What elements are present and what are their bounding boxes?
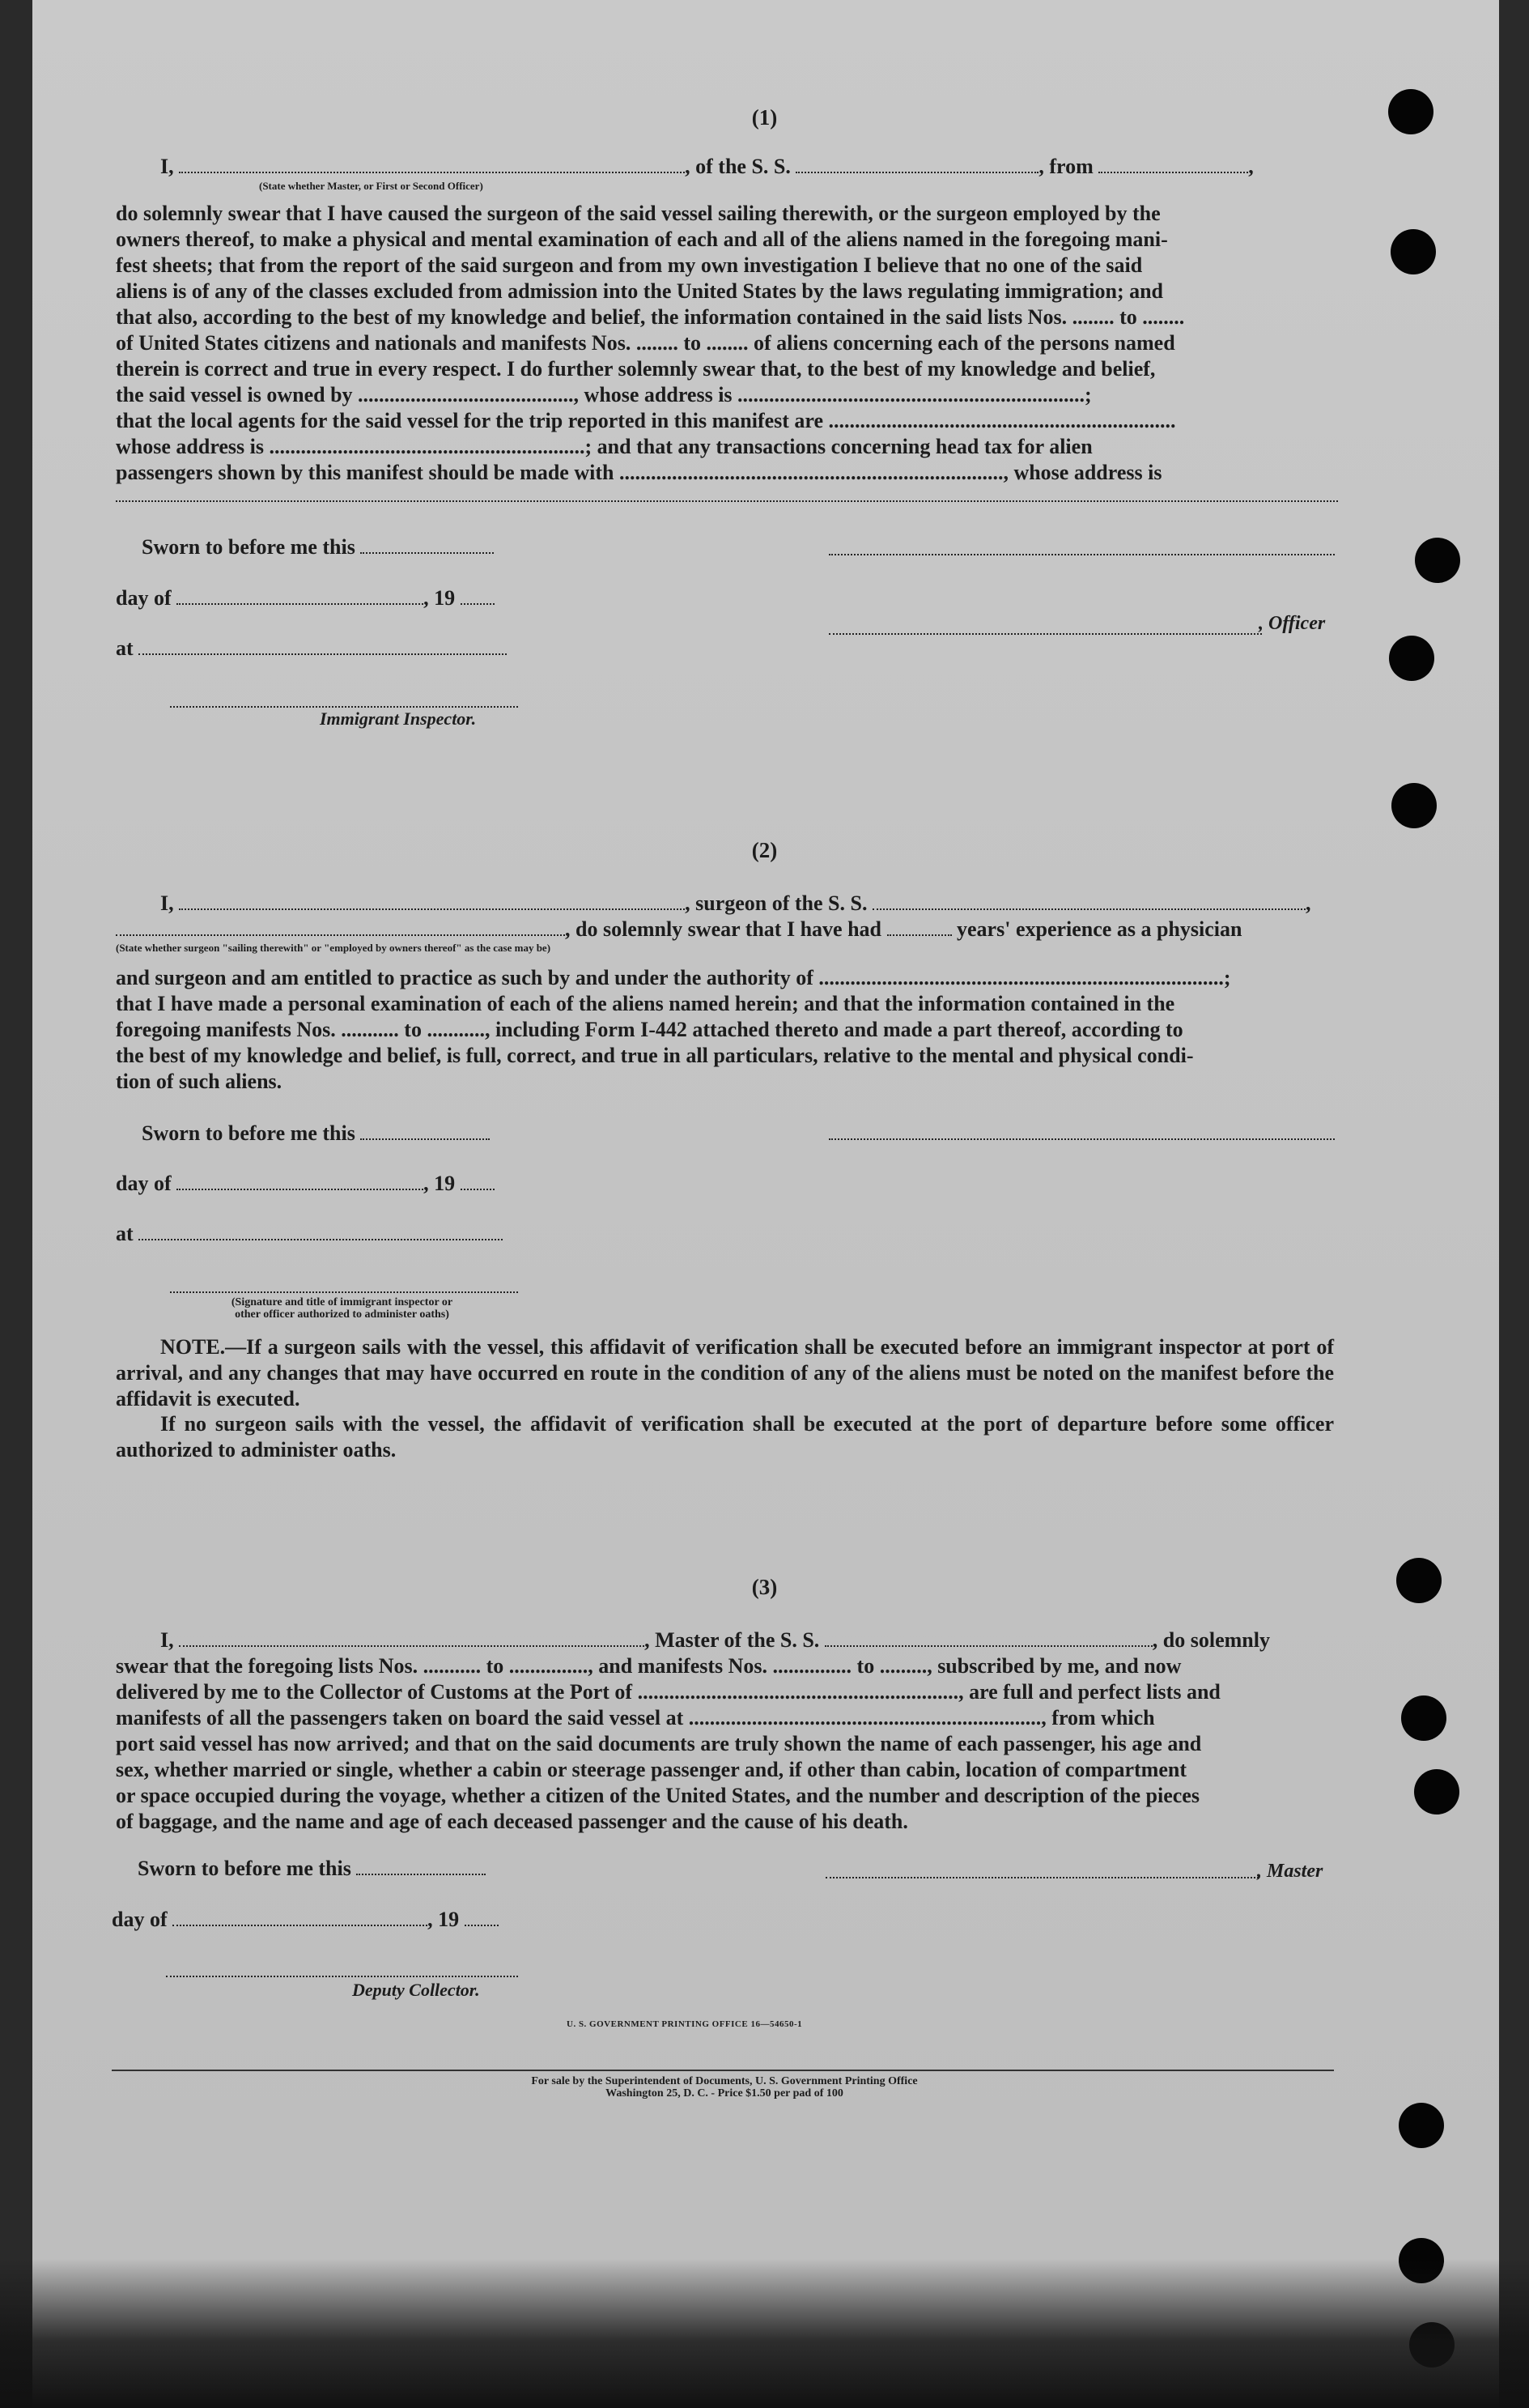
deputy-signature-line[interactable] bbox=[166, 1976, 518, 1977]
at-label: at bbox=[116, 636, 134, 660]
master-label: , Master bbox=[1257, 1861, 1323, 1882]
sale-line: For sale by the Superintendent of Documents, U. S. Government Printing Office bbox=[531, 2075, 918, 2087]
at-label: at bbox=[116, 1222, 134, 1245]
inspector-signature-line[interactable] bbox=[170, 706, 518, 708]
body-line: of baggage, and the name and age of each deceased passenger and the cause of his death. bbox=[116, 1810, 908, 1833]
body-line: therein is correct and true in every respect. I do further solemnly swear that, to the best of my knowledge and belief, bbox=[116, 357, 1156, 381]
inspector-signature-line[interactable] bbox=[170, 1291, 518, 1293]
binder-hole bbox=[1391, 783, 1437, 828]
binder-hole bbox=[1415, 538, 1460, 583]
year-field[interactable] bbox=[465, 1907, 499, 1926]
pronoun-i: I, bbox=[160, 1628, 174, 1652]
section-3-number: (3) bbox=[751, 1575, 778, 1599]
surgeon-type-field[interactable] bbox=[116, 917, 565, 936]
surgeon-signature-line[interactable] bbox=[829, 1138, 1335, 1140]
surgeon-type-caption: (State whether surgeon "sailing therewith" or "employed by owners thereof" as the case may be) bbox=[116, 942, 551, 954]
signature-caption bbox=[162, 1296, 522, 1321]
master-signature-line[interactable] bbox=[826, 1877, 1259, 1878]
section-2-number: (2) bbox=[751, 838, 778, 862]
day-of-line bbox=[112, 1907, 499, 1933]
sworn-line bbox=[142, 1121, 490, 1147]
vessel-name-field[interactable] bbox=[825, 1627, 1153, 1647]
month-field[interactable] bbox=[176, 1171, 423, 1190]
section-1-body bbox=[116, 201, 1334, 486]
swear-label: , do solemnly swear that I have had bbox=[565, 917, 882, 941]
sale-line: Washington 25, D. C. - Price $1.50 per pad of 100 bbox=[605, 2087, 843, 2100]
master-name-field[interactable] bbox=[179, 1627, 644, 1647]
sale-notice bbox=[429, 2075, 1020, 2100]
body-line: swear that the foregoing lists Nos. ........... to ..............., and manifests Nos. ............... to ........., subscribed by me, and now bbox=[116, 1654, 1182, 1678]
body-line: that also, according to the best of my knowledge and belief, the information contained in the said lists Nos. ........ to ........ bbox=[116, 305, 1185, 329]
binder-hole bbox=[1399, 2103, 1444, 2148]
sworn-label: Sworn to before me this bbox=[138, 1857, 351, 1880]
body-line: do solemnly swear that I have caused the surgeon of the said vessel sailing therewith, or the surgeon employed by the bbox=[116, 202, 1161, 225]
body-line: that the local agents for the said vessel for the trip reported in this manifest are .................................................................. bbox=[116, 409, 1176, 432]
binder-hole bbox=[1391, 229, 1436, 274]
month-field[interactable] bbox=[172, 1907, 427, 1926]
binder-hole bbox=[1414, 1769, 1459, 1815]
body-line: sex, whether married or single, whether a cabin or steerage passenger and, if other than cabin, location of compartment bbox=[116, 1758, 1187, 1781]
do-solemnly-label: , do solemnly bbox=[1152, 1628, 1270, 1652]
sworn-label: Sworn to before me this bbox=[142, 1121, 355, 1145]
body-line: port said vessel has now arrived; and that on the said documents are truly shown the name of each passenger, his age and bbox=[116, 1732, 1202, 1755]
officer-title-field[interactable] bbox=[179, 154, 685, 173]
comma: , bbox=[1248, 155, 1254, 178]
day-of-label: day of bbox=[116, 1172, 172, 1195]
of-the-ss-label: , of the S. S. bbox=[685, 155, 791, 178]
body-line: foregoing manifests Nos. ........... to ..........., including Form I-442 attached thereto and made a part thereof, according to bbox=[116, 1018, 1183, 1041]
from-label: , from bbox=[1038, 155, 1094, 178]
year-label: , 19 bbox=[427, 1908, 460, 1931]
day-of-label: day of bbox=[112, 1908, 168, 1931]
caption-line: other officer authorized to administer oaths) bbox=[235, 1308, 449, 1321]
sworn-line bbox=[142, 534, 494, 560]
day-of-line bbox=[116, 585, 495, 611]
printing-office-imprint: U. S. GOVERNMENT PRINTING OFFICE 16—54650-1 bbox=[567, 2019, 803, 2029]
at-line bbox=[116, 1221, 503, 1247]
pronoun-i: I, bbox=[160, 891, 174, 915]
officer-name-line[interactable] bbox=[829, 633, 1262, 635]
section-1-number: (1) bbox=[751, 105, 778, 130]
body-line: owners thereof, to make a physical and mental examination of each and all of the aliens named in the foregoing mani- bbox=[116, 228, 1168, 251]
master-of-label: , Master of the S. S. bbox=[644, 1628, 820, 1652]
section-3-first-line bbox=[160, 1627, 1270, 1653]
surgeon-name-field[interactable] bbox=[179, 891, 685, 910]
at-place-field[interactable] bbox=[138, 1221, 503, 1240]
body-line: fest sheets; that from the report of the said surgeon and from my own investigation I believe that no one of the said bbox=[116, 253, 1143, 277]
body-line: the said vessel is owned by ........................................., whose address is ..................................................................; bbox=[116, 383, 1092, 406]
sworn-label: Sworn to before me this bbox=[142, 535, 355, 559]
year-field[interactable] bbox=[461, 585, 495, 605]
body-line: manifests of all the passengers taken on board the said vessel at ..................................................................., from which bbox=[116, 1706, 1155, 1729]
body-line: aliens is of any of the classes excluded from admission into the United States by the laws regulating immigration; and bbox=[116, 279, 1164, 303]
surgeon-of-label: , surgeon of the S. S. bbox=[685, 891, 868, 915]
body-line: or space occupied during the voyage, whether a citizen of the United States, and the number and description of the pieces bbox=[116, 1784, 1200, 1807]
deputy-collector-label: Deputy Collector. bbox=[352, 1980, 480, 2000]
officer-signature-line[interactable] bbox=[829, 554, 1335, 555]
years-experience-field[interactable] bbox=[887, 917, 952, 936]
scan-shadow bbox=[0, 2259, 1529, 2408]
sworn-line bbox=[138, 1856, 486, 1882]
body-line: whose address is ............................................................; and that any transactions concerning head tax for alien bbox=[116, 435, 1093, 458]
body-line: passengers shown by this manifest should be made with ........................................................................., whose address is bbox=[116, 461, 1162, 484]
year-label: , 19 bbox=[423, 1172, 456, 1195]
address-field[interactable] bbox=[116, 500, 1338, 502]
departure-port-field[interactable] bbox=[1098, 154, 1248, 173]
officer-label: , Officer bbox=[1259, 613, 1326, 634]
year-field[interactable] bbox=[461, 1171, 495, 1190]
body-line: tion of such aliens. bbox=[116, 1070, 282, 1093]
body-line: of United States citizens and nationals and manifests Nos. ........ to ........ of aliens concerning each of the persons named bbox=[116, 331, 1175, 355]
comma: , bbox=[1305, 891, 1311, 915]
year-label: , 19 bbox=[423, 586, 456, 610]
body-line: delivered by me to the Collector of Customs at the Port of ............................................................., are full and perfect lists and bbox=[116, 1680, 1221, 1704]
day-of-line bbox=[116, 1171, 495, 1197]
binder-hole bbox=[1401, 1695, 1446, 1741]
body-line: that I have made a personal examination of each of the aliens named herein; and that the information contained in the bbox=[116, 992, 1175, 1015]
caption-line: (Signature and title of immigrant inspector or bbox=[231, 1296, 453, 1308]
note-paragraph: If no surgeon sails with the vessel, the affidavit of verification shall be executed at the port of departure before some officer authorized to administer oaths. bbox=[116, 1412, 1334, 1461]
day-of-label: day of bbox=[116, 586, 172, 610]
footer-rule bbox=[112, 2070, 1334, 2071]
section-2-body bbox=[116, 965, 1334, 1095]
officer-title-caption: (State whether Master, or First or Second Officer) bbox=[259, 180, 483, 192]
body-line: the best of my knowledge and belief, is full, correct, and true in all particulars, relative to the mental and physical condi- bbox=[116, 1044, 1194, 1067]
at-place-field[interactable] bbox=[138, 636, 507, 655]
years-label: years' experience as a physician bbox=[957, 917, 1242, 941]
section-2-first-line bbox=[160, 891, 1310, 917]
note-paragraph: NOTE.—If a surgeon sails with the vessel, this affidavit of verification shall be executed before an immigrant inspector at port of arrival, and any changes that may have occurred en route in the condition of any of the aliens must be noted on the manifest before the affidavit is executed. bbox=[116, 1335, 1334, 1410]
pronoun-i: I, bbox=[160, 155, 174, 178]
immigrant-inspector-label: Immigrant Inspector. bbox=[320, 708, 477, 729]
month-field[interactable] bbox=[176, 585, 423, 605]
sworn-date-field[interactable] bbox=[356, 1856, 486, 1875]
vessel-name-field[interactable] bbox=[796, 154, 1038, 173]
at-line bbox=[116, 636, 507, 662]
vessel-name-field[interactable] bbox=[873, 891, 1306, 910]
binder-hole bbox=[1389, 636, 1434, 681]
section-1-first-line bbox=[160, 154, 1254, 180]
body-line: and surgeon and am entitled to practice as such by and under the authority of .............................................................................; bbox=[116, 966, 1231, 989]
section-2-second-line bbox=[116, 917, 1242, 942]
section-3-body bbox=[116, 1653, 1334, 1835]
sworn-date-field[interactable] bbox=[360, 534, 494, 554]
sworn-date-field[interactable] bbox=[360, 1121, 490, 1140]
